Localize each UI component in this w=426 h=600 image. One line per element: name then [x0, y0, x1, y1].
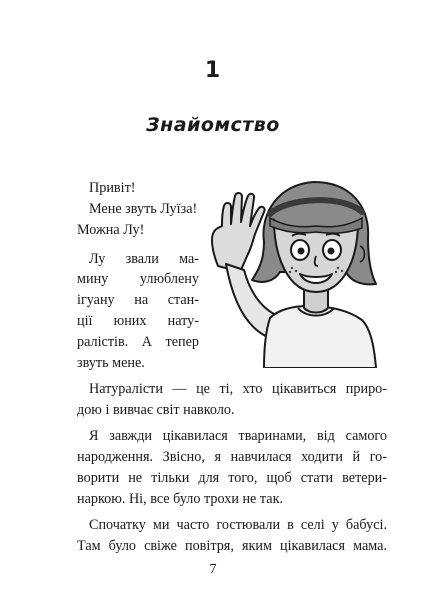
page-number: 7 — [209, 562, 217, 577]
chapter-number: 1 — [204, 58, 222, 83]
text-line: ралістів. А тепер — [77, 334, 199, 350]
text-line: Там було свіже повітря, яким цікавилася мама. — [77, 538, 387, 554]
waving-hand-icon — [212, 193, 265, 272]
text-line: наркою. Ні, все було трохи не так. — [77, 491, 284, 507]
chapter-title: Знайомство — [146, 114, 280, 136]
girl-waving-illustration — [200, 168, 400, 368]
text-line: Мене звуть Луїза! — [89, 201, 198, 217]
text-line: ворити не тільки для того, щоб стати ветери- — [77, 470, 387, 486]
text-line: Спочатку ми часто гостювали в селі у бабусі. — [89, 517, 387, 533]
text-line: Натуралісти — це ті, хто цікавиться приро- — [89, 381, 387, 397]
text-line: звуть мене. — [77, 355, 145, 371]
text-line: ції юних нату- — [77, 313, 199, 329]
text-line: Привіт! — [89, 180, 136, 196]
text-line: мину улюблену — [77, 271, 199, 287]
text-line: народження. Звісно, я навчилася ходити й го- — [77, 449, 387, 465]
text-line: Я завжди цікавилася тваринами, від самого — [89, 428, 387, 444]
text-line: дою і вивчає світ навколо. — [77, 402, 235, 418]
text-line: Можна Лу! — [77, 222, 145, 238]
text-line: ігуану на стан- — [77, 292, 199, 308]
text-line: Лу звали ма- — [89, 251, 199, 267]
